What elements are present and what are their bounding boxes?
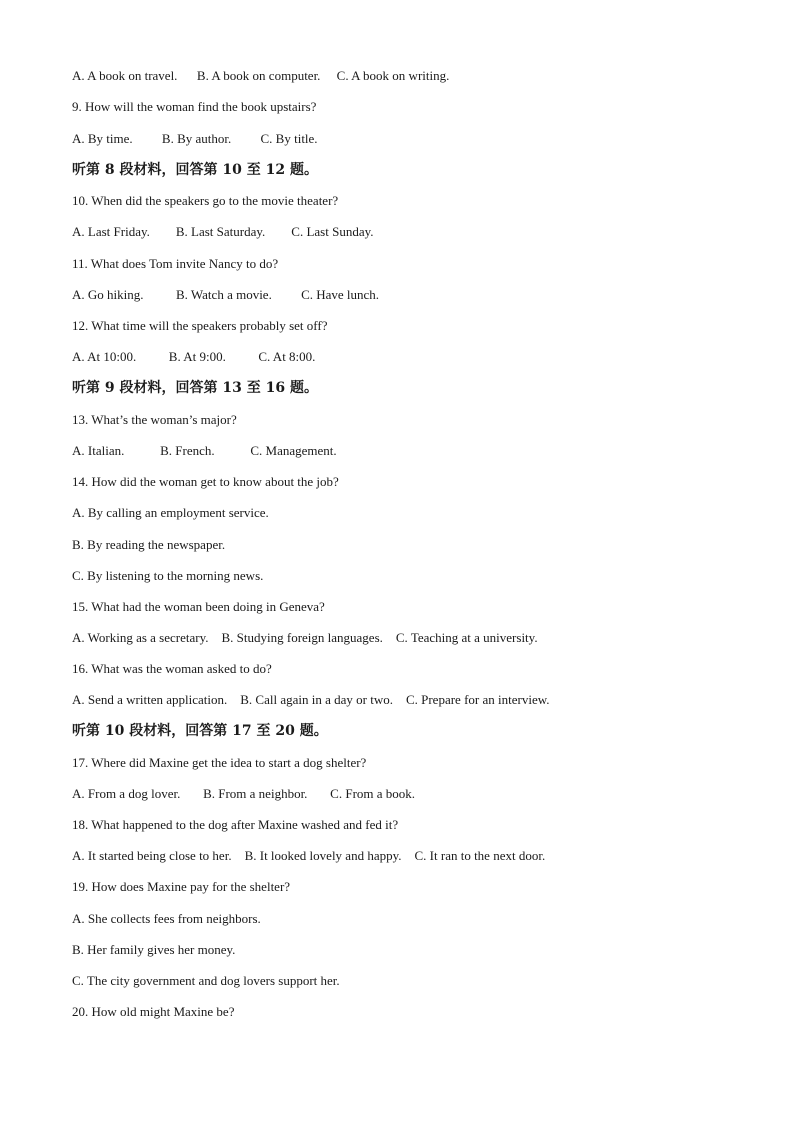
question-line: 13. What’s the woman’s major? (72, 412, 237, 427)
option-line: A. A book on travel. B. A book on computer. C. A book on writing. (72, 68, 450, 83)
option-line: A. By time. B. By author. C. By title. (72, 131, 318, 146)
section-heading: 听第 10 段材料，回答第 17 至 20 题。 (72, 723, 328, 739)
question-line: 19. How does Maxine pay for the shelter? (72, 879, 291, 894)
question-line: 16. What was the woman asked to do? (72, 661, 272, 676)
option-line: A. Go hiking. B. Watch a movie. C. Have lunch. (72, 287, 380, 302)
option-line: C. By listening to the morning news. (72, 568, 264, 583)
option-line: A. She collects fees from neighbors. (72, 911, 261, 926)
question-line: 17. Where did Maxine get the idea to start a dog shelter? (72, 755, 367, 770)
question-line: 14. How did the woman get to know about the job? (72, 474, 339, 489)
section-heading: 听第 9 段材料，回答第 13 至 16 题。 (72, 380, 318, 396)
option-line: A. Send a written application. B. Call again in a day or two. C. Prepare for an interview. (72, 692, 550, 707)
question-line: 20. How old might Maxine be? (72, 1004, 235, 1019)
option-line: C. The city government and dog lovers support her. (72, 973, 340, 988)
question-line: 15. What had the woman been doing in Geneva? (72, 599, 325, 614)
question-line: 9. How will the woman find the book upstairs? (72, 99, 317, 114)
question-line: 12. What time will the speakers probably set off? (72, 318, 328, 333)
question-line: 10. When did the speakers go to the movie theater? (72, 193, 339, 208)
question-line: 18. What happened to the dog after Maxine washed and fed it? (72, 817, 399, 832)
option-line: A. Working as a secretary. B. Studying foreign languages. C. Teaching at a university. (72, 630, 538, 645)
option-line: A. Italian. B. French. C. Management. (72, 443, 337, 458)
option-line: A. At 10:00. B. At 9:00. C. At 8:00. (72, 349, 316, 364)
option-line: A. By calling an employment service. (72, 505, 269, 520)
section-heading: 听第 8 段材料，回答第 10 至 12 题。 (72, 162, 318, 178)
option-line: A. Last Friday. B. Last Saturday. C. Last Sunday. (72, 224, 374, 239)
question-line: 11. What does Tom invite Nancy to do? (72, 256, 279, 271)
option-line: B. By reading the newspaper. (72, 537, 226, 552)
option-line: A. It started being close to her. B. It looked lovely and happy. C. It ran to the next door. (72, 848, 546, 863)
option-line: A. From a dog lover. B. From a neighbor. C. From a book. (72, 786, 416, 801)
option-line: B. Her family gives her money. (72, 942, 236, 957)
